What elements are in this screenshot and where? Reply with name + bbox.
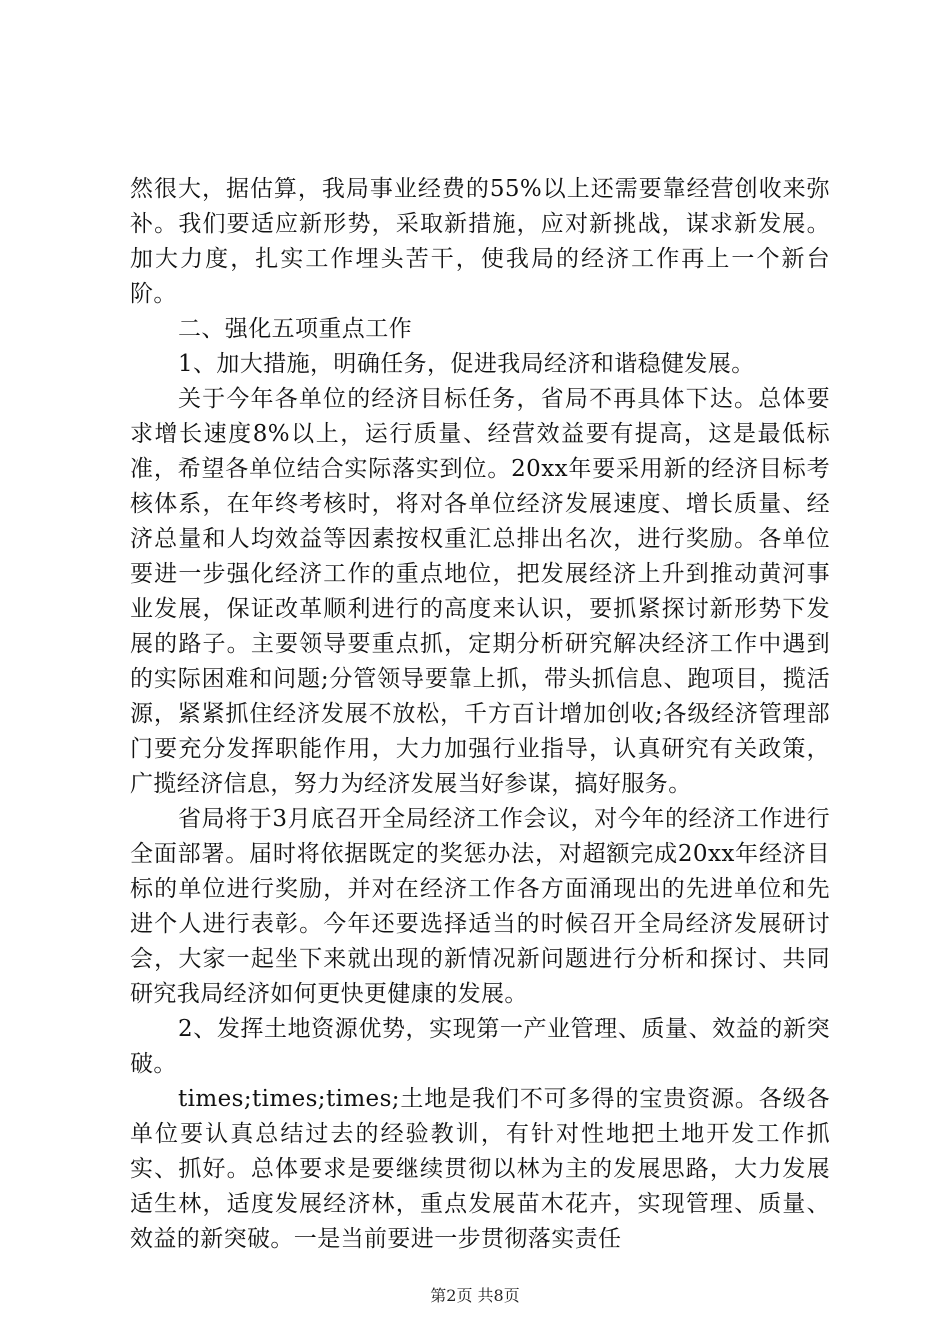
paragraph-economic-targets: 关于今年各单位的经济目标任务，省局不再具体下达。总体要求增长速度8%以上，运行质量、经营效益要有提高，这是最低标准，希望各单位结合实际落实到位。20xx年要采用新的经济目标考核体系，在年终考核时，将对各单位经济发展速度、增长质量、经济总量和人均效益等因素按权重汇总排出名次，进行奖励。各单位要进一步强化经济工作的重点地位，把发展经济上升到推动黄河事业发展，保证改革顺利进行的高度来认识，要抓紧探讨新形势下发展的路子。主要领导要重点抓，定期分析研究解决经济工作中遇到的实际困难和问题;分管领导要靠上抓，带头抓信息、跑项目，揽活源，紧紧抓住经济发展不放松，千方百计增加创收;各级经济管理部门要充分发挥职能作用，大力加强行业指导，认真研究有关政策，广揽经济信息，努力为经济发展当好参谋，搞好服务。	[130, 386, 830, 797]
paragraph-continuation: 然很大，据估算，我局事业经费的55%以上还需要靠经营创收来弥补。我们要适应新形势，采取新措施，应对新挑战，谋求新发展。加大力度，扎实工作埋头苦干，使我局的经济工作再上一个新台阶。	[130, 176, 830, 307]
paragraph-land-resources: times;times;times;土地是我们不可多得的宝贵资源。各级各单位要认真总结过去的经验教训，有针对性地把土地开发工作抓实、抓好。总体要求是要继续贯彻以林为主的发展思路，大力发展适生林，适度发展经济林，重点发展苗木花卉，实现管理、质量、效益的新突破。一是当前要进一步贯彻落实责任	[130, 1086, 830, 1252]
paragraph-economic-meeting: 省局将于3月底召开全局经济工作会议，对今年的经济工作进行全面部署。届时将依据既定的奖惩办法，对超额完成20xx年经济目标的单位进行奖励，并对在经济工作各方面涌现出的先进单位和先进个人进行表彰。今年还要选择适当的时候召开全局经济发展研讨会，大家一起坐下来就出现的新情况新问题进行分析和探讨、共同研究我局经济如何更快更健康的发展。	[130, 806, 830, 1007]
subsection-heading-2: 2、发挥土地资源优势，实现第一产业管理、质量、效益的新突破。	[130, 1016, 830, 1077]
section-heading: 二、强化五项重点工作	[178, 316, 412, 342]
subsection-heading-1: 1、加大措施，明确任务，促进我局经济和谐稳健发展。	[178, 351, 755, 377]
document-body	[130, 172, 830, 1257]
page-number-footer: 第2页 共8页	[430, 1286, 520, 1305]
